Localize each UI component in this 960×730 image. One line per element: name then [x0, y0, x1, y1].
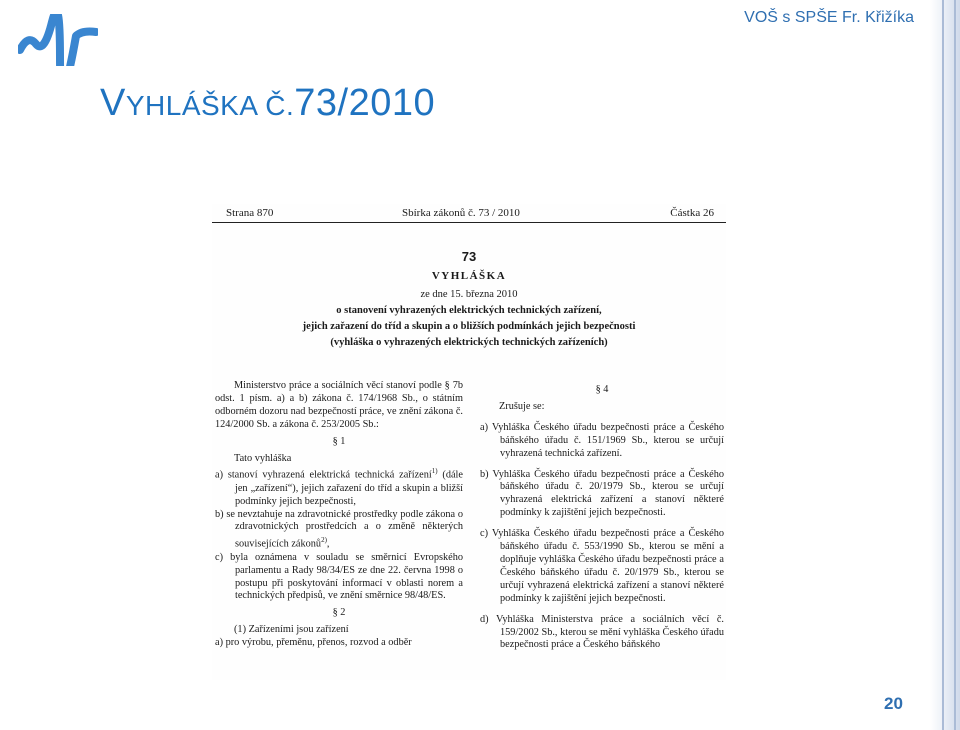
scan-paragraph: (1) Zařízeními jsou zařízení [234, 624, 349, 636]
scan-doc-type: VYHLÁŠKA [431, 270, 507, 282]
scan-paragraph: Tato vyhláška [234, 452, 292, 464]
scan-intro: Ministerstvo práce a sociálních věcí stanoví podle § 7b odst. 1 písm. a) a b) zákona č. 174/1968 Sb., o státním odborném dozoru nad bezpečností práce, ve znění zákona č. 124/2000 Sb. a zákona č. 253/2005 Sb.: [215, 380, 463, 430]
scan-subject-line: (vyhláška o vyhrazených elektrických technických zařízeních) [330, 337, 608, 348]
scan-subject-line: jejich zařazení do tříd a skupin a o bližších podmínkách jejich bezpečnosti [302, 321, 636, 332]
scan-list-item: c) Vyhláška Českého úřadu bezpečnosti práce a Českého báňského úřadu č. 553/1990 Sb., kterou se mění a doplňuje vyhláška Českého úřadu bezpečnosti práce a Českého báňského úřadu č. 20/1979 Sb., kterou se určují vyhrazená elektrická zařízení a stanoví některé podmínky k zajištění jejich bezpečnosti. [480, 528, 724, 604]
scan-header-center: Sbírka zákonů č. 73 / 2010 [402, 207, 520, 219]
scan-item-text: , [326, 538, 330, 550]
institution-name: VOŠ s SPŠE Fr. Křižíka [744, 9, 914, 26]
scanned-document [212, 204, 726, 680]
scan-doc-subject [212, 303, 726, 351]
scan-subject-line: o stanovení vyhrazených elektrických technických zařízení, [336, 305, 602, 316]
scan-item-text: b) se nevztahuje na zdravotnické prostředky podle zákona o zdravotnických prostředcích a o změně některých souvisejících zákonů [215, 508, 463, 550]
scan-list-item: a) pro výrobu, přeměnu, přenos, rozvod a odběr [215, 637, 412, 649]
scan-header-left: Strana 870 [226, 207, 274, 219]
title-initial: V [100, 82, 126, 124]
scan-list-item: d) Vyhláška Ministerstva práce a sociálních věcí č. 159/2002 Sb., kterou se mění vyhláška Českého úřadu bezpečnosti práce a Českého báňského [480, 613, 724, 651]
scan-item-text: (dále jen „zařízení“), jejich zařazení do tříd a skupin a bližší podmínky jejich bezpečnosti, [235, 469, 463, 507]
scan-doc-number: 73 [461, 249, 477, 264]
scan-list-item [215, 465, 463, 508]
wave-logo-icon [18, 14, 98, 66]
scan-page-header [212, 204, 726, 223]
scan-footnote-ref: 1) [431, 467, 438, 476]
title-number: 73/2010 [294, 82, 436, 124]
scan-list-item: b) Vyhláška Českého úřadu bezpečnosti práce a Českého báňského úřadu č. 20/1979 Sb., kterou se určují vyhrazená elektrická zařízení a stanoví některé podmínky k zajištění jejich bezpečnosti. [480, 468, 724, 519]
scan-paragraph: Zrušuje se: [499, 400, 545, 412]
scan-left-column [215, 380, 463, 650]
slide-edge-shadow [930, 0, 960, 730]
scan-doc-date: ze dne 15. března 2010 [420, 289, 518, 300]
scan-list-item: c) byla oznámena v souladu se směrnicí Evropského parlamentu a Rady 98/34/ES ze dne 22. června 1998 o postupu při poskytování informací v oblasti norem a technických předpisů, ve znění směrnice 98/48/ES. [215, 551, 463, 602]
title-smallcaps: YHLÁŠKA Č. [125, 90, 295, 121]
scan-header-right: Částka 26 [670, 207, 714, 219]
scan-footnote-ref: 2) [321, 536, 327, 545]
scan-section-heading: § 2 [332, 607, 346, 619]
scan-section-heading: § 1 [332, 435, 346, 447]
scan-list-item [215, 509, 463, 552]
scan-list-item: a) Vyhláška Českého úřadu bezpečnosti práce a Českého báňského úřadu č. 151/1969 Sb., kterou se určují vyhrazená technická zařízení. [480, 421, 724, 459]
scan-section-heading: § 4 [595, 384, 609, 395]
scan-item-text: a) stanoví vyhrazená elektrická technická zařízení [215, 469, 432, 481]
edge-line-outer [954, 0, 956, 730]
edge-line-inner [942, 0, 944, 730]
slide-page-number: 20 [884, 694, 903, 713]
scan-right-column [480, 380, 724, 652]
slide-title [100, 82, 435, 125]
